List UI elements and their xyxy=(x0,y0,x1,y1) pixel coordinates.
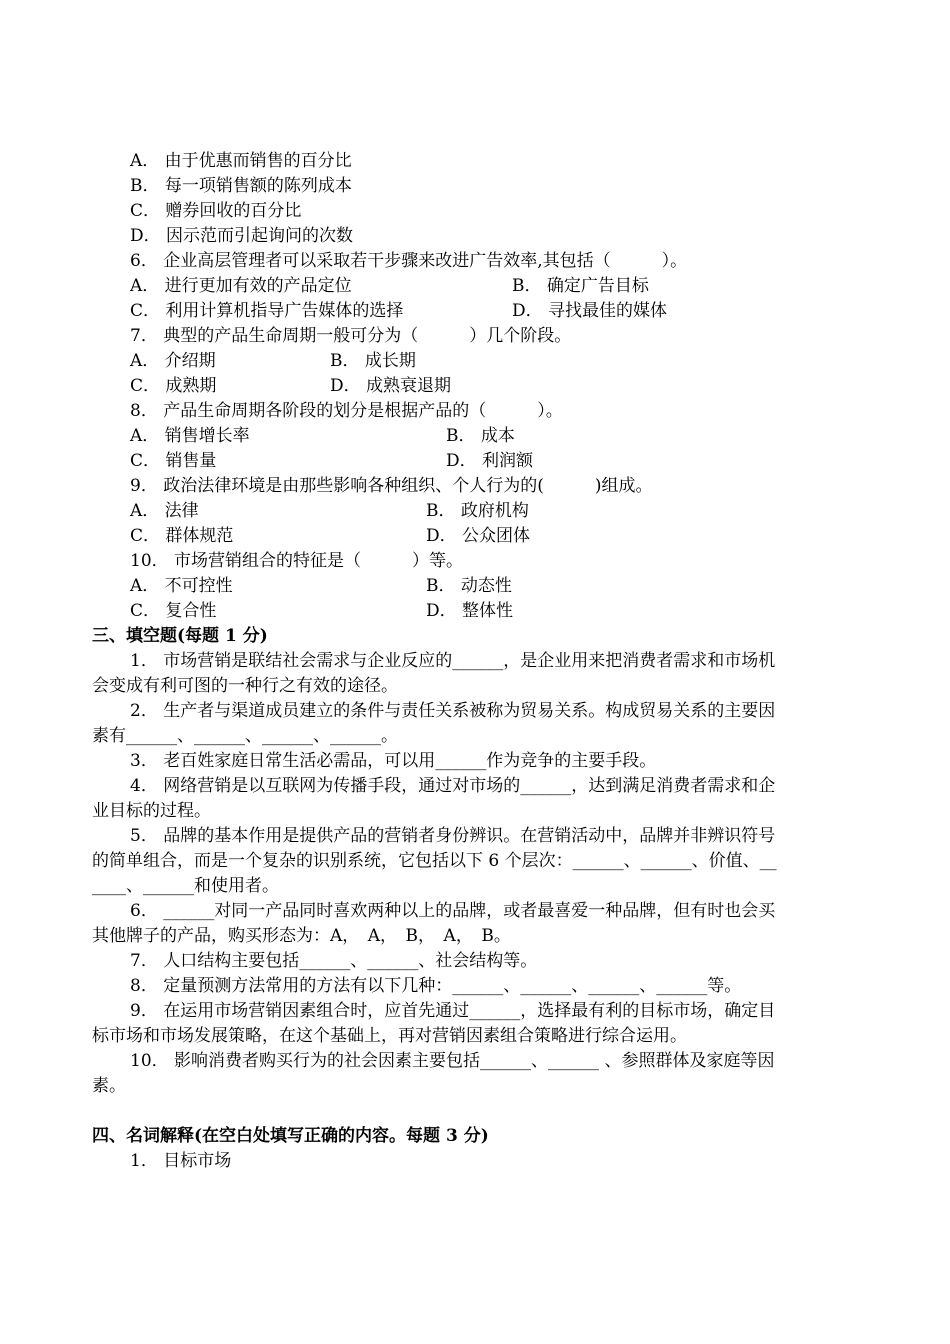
q5-option-c: C． 赠券回收的百分比 xyxy=(130,201,302,221)
q10-option-c: C． 复合性 xyxy=(130,601,217,621)
fill-in-line: 7． 人口结构主要包括______、______、社会结构等。 xyxy=(130,951,538,971)
q6-option-a: A． 进行更加有效的产品定位 xyxy=(130,276,352,296)
q9-option-d: D． 公众团体 xyxy=(426,526,531,546)
fill-in-line: 4． 网络营销是以互联网为传播手段，通过对市场的______，达到满足消费者需求和企 xyxy=(130,776,776,796)
section-fill-in-heading: 三、填空题(每题 1 分) xyxy=(92,626,268,646)
q9-option-a: A． 法律 xyxy=(130,501,199,521)
fill-in-line: 5． 品牌的基本作用是提供产品的营销者身份辨识。在营销活动中，品牌并非辨识符号 xyxy=(130,826,776,846)
q10-stem: 10． 市场营销组合的特征是（ ）等。 xyxy=(130,551,464,571)
fill-in-line: 会变成有利可图的一种行之有效的途径。 xyxy=(92,676,398,696)
fill-in-line: ____、______和使用者。 xyxy=(92,876,279,896)
fill-in-line: 的简单组合，而是一个复杂的识别系统，它包括以下 6 个层次：______、______、价值、__ xyxy=(92,851,777,871)
fill-in-line: 标市场和市场发展策略，在这个基础上，再对营销因素组合策略进行综合运用。 xyxy=(92,1026,687,1046)
fill-in-line: 素。 xyxy=(92,1076,126,1096)
q8-option-b: B． 成本 xyxy=(446,426,515,446)
q9-option-b: B． 政府机构 xyxy=(426,501,529,521)
q10-option-b: B． 动态性 xyxy=(426,576,512,596)
q7-option-d: D． 成熟衰退期 xyxy=(330,376,452,396)
q5-option-a: A． 由于优惠而销售的百分比 xyxy=(130,151,352,171)
section-terms-heading: 四、名词解释(在空白处填写正确的内容。每题 3 分) xyxy=(92,1126,489,1146)
q8-option-d: D． 利润额 xyxy=(446,451,534,471)
q8-option-c: C． 销售量 xyxy=(130,451,217,471)
fill-in-line: 8． 定量预测方法常用的方法有以下几种：______、______、______、______等。 xyxy=(130,976,742,996)
fill-in-line: 1． 市场营销是联结社会需求与企业反应的______，是企业用来把消费者需求和市场机 xyxy=(130,651,776,671)
q7-option-b: B． 成长期 xyxy=(330,351,416,371)
fill-in-line: 素有______、______、______、______。 xyxy=(92,726,398,746)
q9-stem: 9． 政治法律环境是由那些影响各种组织、个人行为的( )组成。 xyxy=(130,476,653,496)
q6-option-c: C． 利用计算机指导广告媒体的选择 xyxy=(130,301,404,321)
term-item: 1． 目标市场 xyxy=(130,1151,232,1171)
q5-option-b: B． 每一项销售额的陈列成本 xyxy=(130,176,352,196)
fill-in-line: 10． 影响消费者购买行为的社会因素主要包括______、______ 、参照群体及家庭等因 xyxy=(130,1051,775,1071)
q6-stem: 6． 企业高层管理者可以采取若干步骤来改进广告效率,其包括（ ）。 xyxy=(130,251,688,271)
fill-in-line: 业目标的过程。 xyxy=(92,801,211,821)
fill-in-line: 6． ______对同一产品同时喜欢两种以上的品牌，或者最喜爱一种品牌，但有时也会买 xyxy=(130,901,776,921)
q7-option-c: C． 成熟期 xyxy=(130,376,217,396)
q10-option-a: A． 不可控性 xyxy=(130,576,233,596)
fill-in-line: 2． 生产者与渠道成员建立的条件与责任关系被称为贸易关系。构成贸易关系的主要因 xyxy=(130,701,776,721)
q6-option-b: B． 确定广告目标 xyxy=(512,276,649,296)
q7-option-a: A． 介绍期 xyxy=(130,351,216,371)
fill-in-line: 3． 老百姓家庭日常生活必需品，可以用______作为竞争的主要手段。 xyxy=(130,751,657,771)
q8-stem: 8． 产品生命周期各阶段的划分是根据产品的（ ）。 xyxy=(130,401,563,421)
q6-option-d: D． 寻找最佳的媒体 xyxy=(512,301,668,321)
fill-in-line: 其他牌子的产品，购买形态为：A， A， B， A， B。 xyxy=(92,926,511,946)
q8-option-a: A． 销售增长率 xyxy=(130,426,250,446)
fill-in-line: 9． 在运用市场营销因素组合时，应首先通过______，选择最有利的目标市场，确定目 xyxy=(130,1001,776,1021)
q5-option-d: D． 因示范而引起询问的次数 xyxy=(130,226,354,246)
q10-option-d: D． 整体性 xyxy=(426,601,514,621)
q7-stem: 7． 典型的产品生命周期一般可分为（ ）几个阶段。 xyxy=(130,326,572,346)
q9-option-c: C． 群体规范 xyxy=(130,526,234,546)
